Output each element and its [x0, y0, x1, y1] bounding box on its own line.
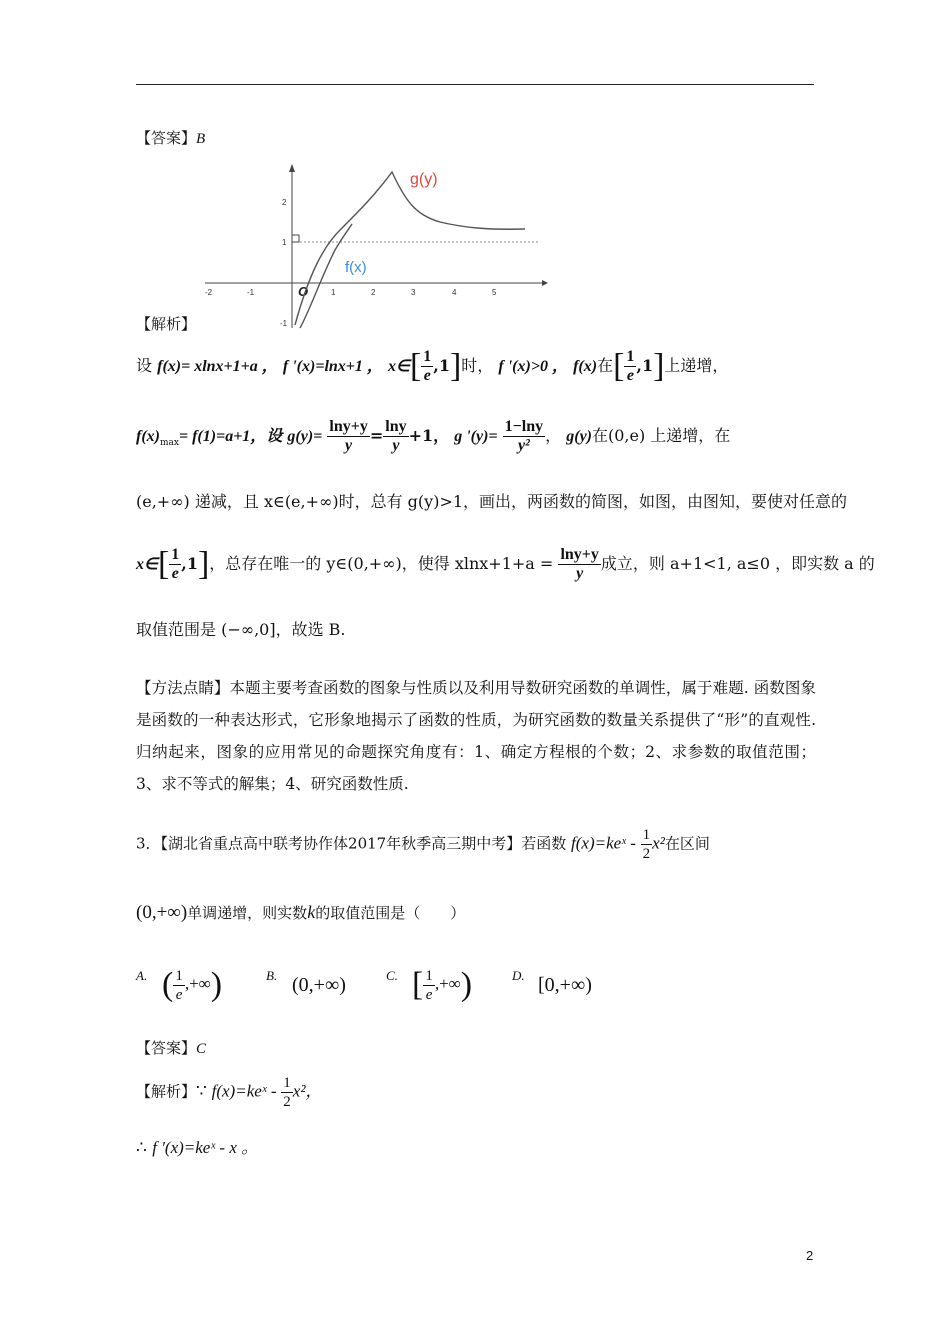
interval-rest: ,+∞	[184, 974, 211, 993]
formula-gprime: g '(y)=	[454, 428, 498, 445]
bracket: )	[210, 966, 223, 1003]
text: 取值范围是 (−∞,0]，故选 B.	[136, 620, 346, 639]
frac-num: lny+y	[329, 418, 368, 435]
because-symbol: ∵	[196, 1081, 207, 1102]
answer-label: 【答案】	[136, 129, 197, 147]
analysis-1-line-2	[136, 418, 730, 460]
frac-num: 1	[425, 967, 433, 984]
frac-den: y	[392, 437, 400, 454]
text: +1，	[408, 426, 450, 445]
bracket: )	[460, 966, 473, 1003]
frac-num: 1	[642, 827, 651, 843]
question-number: 3．	[136, 834, 161, 853]
function-graph	[200, 160, 550, 330]
frac-den: e	[626, 367, 634, 384]
analysis-1-line-5	[136, 618, 346, 642]
analysis-1-line-4: x∈[ $\frac{1}{e}$ ,1]，总存在唯一的 y∈(0,+∞)，使得 xlnx+1+a = $\frac{\ln y+y}{y}$ 成立，则 a+1<1, a≤0 ，即实数 a 的	[136, 545, 875, 583]
text: 单调递增，则实数	[187, 904, 308, 922]
frac-num: lny	[385, 418, 407, 435]
answer-value: B	[196, 131, 206, 147]
bracket: [	[412, 966, 424, 1003]
bracket: (	[162, 966, 174, 1003]
frac-den: y²	[517, 437, 530, 454]
interval-rest: ,+∞	[434, 974, 461, 993]
text: 在(0,e) 上递增，在	[592, 426, 731, 445]
text: 的取值范围是（ ）	[315, 904, 466, 922]
option-label: A.	[136, 968, 148, 983]
analysis-label: 【解析】	[136, 1082, 197, 1101]
text: =	[369, 426, 384, 445]
frac-num: 1	[283, 1075, 291, 1091]
text: 时，	[461, 356, 494, 375]
x-tick: 2	[371, 288, 376, 297]
frac-den: 2	[283, 1094, 291, 1110]
text: 上递增，	[664, 356, 729, 375]
frac-num: 1	[423, 348, 432, 365]
x-tick: 3	[411, 288, 416, 297]
interval: (0,+∞)	[292, 974, 346, 996]
question-source: 【湖北省重点高中联考协作体2017年秋季高三期中考】若函数	[160, 834, 567, 853]
page-number: 2	[806, 1248, 814, 1263]
formula-x2: x²	[652, 833, 665, 853]
frac-num: 1	[175, 967, 183, 984]
formula-f: f(x)=keˣ -	[571, 833, 636, 853]
analysis-1-label	[136, 314, 196, 334]
x-tick: -1	[247, 288, 255, 297]
answer-1	[136, 128, 205, 149]
y-tick: -1	[280, 319, 288, 328]
text: 在区间	[664, 834, 710, 853]
subscript-max: max	[159, 438, 179, 449]
frac-den: y	[576, 565, 584, 582]
f-label: f(x)	[345, 259, 367, 276]
y-tick: 2	[282, 198, 287, 207]
formula-x-in: x∈	[388, 358, 410, 375]
interval-end: ,1	[636, 356, 654, 375]
analysis-1-line-3	[136, 490, 847, 514]
frac-den: e	[175, 986, 183, 1003]
formula-fprime: f ′(x)=keˣ - x 。	[152, 1138, 259, 1157]
frac-num: 1	[171, 546, 180, 563]
text: ，	[545, 426, 562, 445]
frac-num: lny+y	[560, 546, 599, 563]
text: 成立，则 a+1<1, a≤0 ，即实数 a 的	[600, 554, 875, 573]
text: 在	[597, 356, 614, 375]
frac-den: 2	[642, 846, 651, 862]
formula-eq: = f(1)=a+1，设	[178, 428, 283, 445]
text: 设	[136, 356, 153, 375]
g-curve	[295, 172, 525, 325]
therefore-symbol: ∴	[136, 1138, 147, 1158]
frac-den: e	[425, 986, 433, 1003]
x-tick: -2	[205, 288, 213, 297]
analysis-2-line-1	[136, 1074, 322, 1111]
method-paragraph: 【方法点睛】本题主要考查函数的图象与性质以及利用导数研究函数的单调性，属于难题. 函数图象是函数的一种表达形式，它形象地揭示了函数的性质，为研究函数的数量关系提供了“形”的直观性. 归纳起来，图象的应用常见的命题探究角度有：1、确定方程根的个数；2、求参数的取值范围；3、求不等式的解集；4、研究函数性质.	[136, 679, 816, 793]
analysis-label: 【解析】	[136, 315, 197, 333]
formula-fprime: f '(x)=lnx+1 ，	[282, 358, 383, 375]
interval-end: ,1	[433, 356, 450, 375]
frac-num: 1	[626, 348, 635, 365]
question-3-line-2	[136, 900, 465, 925]
y-tick: 1	[282, 238, 287, 247]
option-label: C.	[386, 968, 398, 983]
formula-gy: g(y)	[566, 428, 592, 445]
frac-den: e	[171, 565, 179, 582]
question-3-line-1	[136, 826, 710, 863]
answer-value: C	[196, 1041, 207, 1057]
x-tick: 4	[452, 288, 457, 297]
frac-den: y	[345, 437, 353, 454]
f-curve	[300, 224, 352, 328]
variable-k: k	[307, 902, 316, 922]
frac-den: e	[423, 367, 431, 384]
formula-fx: f(x)	[573, 358, 598, 375]
frac-num: 1−lny	[504, 418, 544, 435]
formula-g: g(y)=	[287, 428, 323, 445]
formula-x-in: x∈	[136, 556, 158, 573]
header-rule	[136, 84, 814, 85]
interval: (0,+∞)	[136, 902, 188, 923]
analysis-2-line-2	[136, 1136, 258, 1160]
g-label: g(y)	[410, 171, 438, 188]
x-tick: 1	[331, 288, 336, 297]
text: ，总存在唯一的 y∈(0,+∞)，使得 xlnx+1+a =	[209, 554, 554, 573]
option-label: D.	[512, 968, 525, 983]
formula-fmax: f(x)	[136, 428, 160, 445]
formula-x2: x²，	[292, 1081, 323, 1101]
formula-fprime-pos: f '(x)>0 ，	[498, 358, 568, 375]
answer-2	[136, 1038, 206, 1059]
interval-end: ,1	[181, 554, 198, 573]
answer-label: 【答案】	[136, 1039, 197, 1057]
formula-f: f(x)= xlnx+1+a ，	[157, 358, 278, 375]
origin-label: O	[298, 284, 309, 299]
option-label: B.	[266, 968, 278, 983]
interval: [0,+∞)	[538, 974, 592, 996]
text: (e,+∞) 递减，且 x∈(e,+∞)时，总有 g(y)>1，画出，两函数的简图，如图，由图知，要使对任意的	[136, 492, 848, 511]
formula-f: f(x)=keˣ -	[211, 1081, 277, 1101]
x-tick: 5	[492, 288, 497, 297]
analysis-1-line-1: 设 f(x)= xlnx+1+a ， f '(x)=lnx+1 ， x∈[ $\frac{1}{e}$ ,1]时， f '(x)>0 ， f(x)在[ $\frac{1}{e}$ ,1]上递增，	[136, 347, 729, 385]
